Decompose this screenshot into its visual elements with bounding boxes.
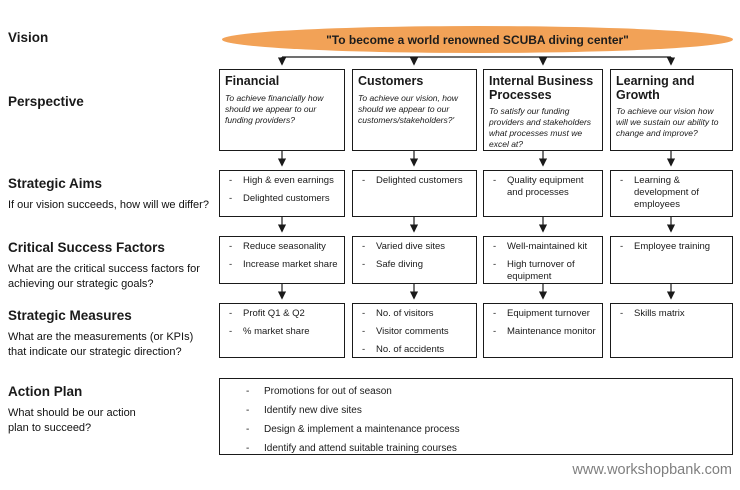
- measures-box-internal-business-processes: [483, 303, 603, 358]
- action-plan-label: Action Plan: [8, 384, 83, 399]
- vision-label: Vision: [8, 30, 49, 45]
- perspective-question: To satisfy our funding providers and stakeholders what processes must we excel at?: [489, 106, 592, 149]
- measures-box-financial: [219, 303, 345, 358]
- measures-box-learning-and-growth: [610, 303, 733, 358]
- csf-box-financial: [219, 236, 345, 284]
- row-label-strategic-aims: [8, 176, 220, 213]
- strategic-aims-description: If our vision succeeds, how will we differ?: [8, 199, 209, 211]
- csf-box-learning-and-growth: [610, 236, 733, 284]
- strategic-measures-description: What are the measurements (or KPIs) that indicate our strategic direction?: [8, 331, 194, 358]
- perspective-box-financial: [219, 69, 345, 151]
- aim-item: - Delighted customers: [223, 193, 341, 205]
- row-label-vision: [8, 30, 220, 52]
- aim-item: - Learning & development of employees: [614, 175, 729, 211]
- perspective-title: Customers: [358, 74, 424, 88]
- aims-box-learning-and-growth: [610, 170, 733, 217]
- measure-item: - No. of accidents: [356, 344, 473, 356]
- measure-item: - No. of visitors: [356, 308, 473, 320]
- row-label-critical-success-factors: [8, 240, 220, 292]
- action-item: - Promotions for out of season: [224, 385, 728, 398]
- action-item: - Identify and attend suitable training courses: [224, 442, 728, 455]
- row-label-strategic-measures: [8, 308, 220, 360]
- perspective-title: Learning and Growth: [616, 74, 695, 102]
- row-label-action-plan: [8, 384, 220, 436]
- perspective-box-customers: [352, 69, 477, 151]
- csf-item: - Well-maintained kit: [487, 241, 599, 253]
- measures-box-customers: [352, 303, 477, 358]
- vision-statement: "To become a world renowned SCUBA diving center": [326, 32, 629, 47]
- csf-item: - High turnover of equipment: [487, 259, 599, 283]
- measure-item: - Maintenance monitor: [487, 326, 599, 338]
- csf-item: - Varied dive sites: [356, 241, 473, 253]
- row-label-perspective: [8, 94, 220, 116]
- aim-item: - High & even earnings: [223, 175, 341, 187]
- csf-box-internal-business-processes: [483, 236, 603, 284]
- csf-item: - Reduce seasonality: [223, 241, 341, 253]
- action-item: - Design & implement a maintenance process: [224, 423, 728, 436]
- aim-item: - Delighted customers: [356, 175, 473, 187]
- measure-item: - Visitor comments: [356, 326, 473, 338]
- action-plan-description: What should be our action plan to succeed?: [8, 407, 136, 434]
- perspective-question: To achieve our vision, how should we appear to our customers/stakeholders?': [358, 92, 458, 125]
- perspective-title: Financial: [225, 74, 280, 88]
- action-plan-box: [219, 378, 733, 455]
- action-item: - Identify new dive sites: [224, 404, 728, 417]
- aims-box-customers: [352, 170, 477, 217]
- critical-success-factors-description: What are the critical success factors for achieving our strategic goals?: [8, 263, 200, 290]
- csf-item: - Employee training: [614, 241, 729, 253]
- measure-item: - % market share: [223, 326, 341, 338]
- aim-item: - Quality equipment and processes: [487, 175, 599, 199]
- perspective-question: To achieve our vision how will we sustain our ability to change and improve?: [616, 106, 719, 138]
- perspective-question: To achieve financially how should we appear to our funding providers?: [225, 92, 324, 125]
- aims-box-internal-business-processes: [483, 170, 603, 217]
- measure-item: - Profit Q1 & Q2: [223, 308, 341, 320]
- aims-box-financial: [219, 170, 345, 217]
- critical-success-factors-label: Critical Success Factors: [8, 240, 165, 255]
- strategic-measures-label: Strategic Measures: [8, 308, 132, 323]
- perspective-box-learning-and-growth: [610, 69, 733, 151]
- csf-item: - Safe diving: [356, 259, 473, 271]
- csf-item: - Increase market share: [223, 259, 341, 271]
- perspective-title: Internal Business Processes: [489, 74, 594, 102]
- vision-ellipse: [222, 26, 733, 53]
- csf-box-customers: [352, 236, 477, 284]
- measure-item: - Equipment turnover: [487, 308, 599, 320]
- website-watermark: www.workshopbank.com: [572, 462, 732, 478]
- perspective-label: Perspective: [8, 94, 84, 109]
- measure-item: - Skills matrix: [614, 308, 729, 320]
- perspective-box-internal-business-processes: [483, 69, 603, 151]
- strategic-aims-label: Strategic Aims: [8, 176, 103, 191]
